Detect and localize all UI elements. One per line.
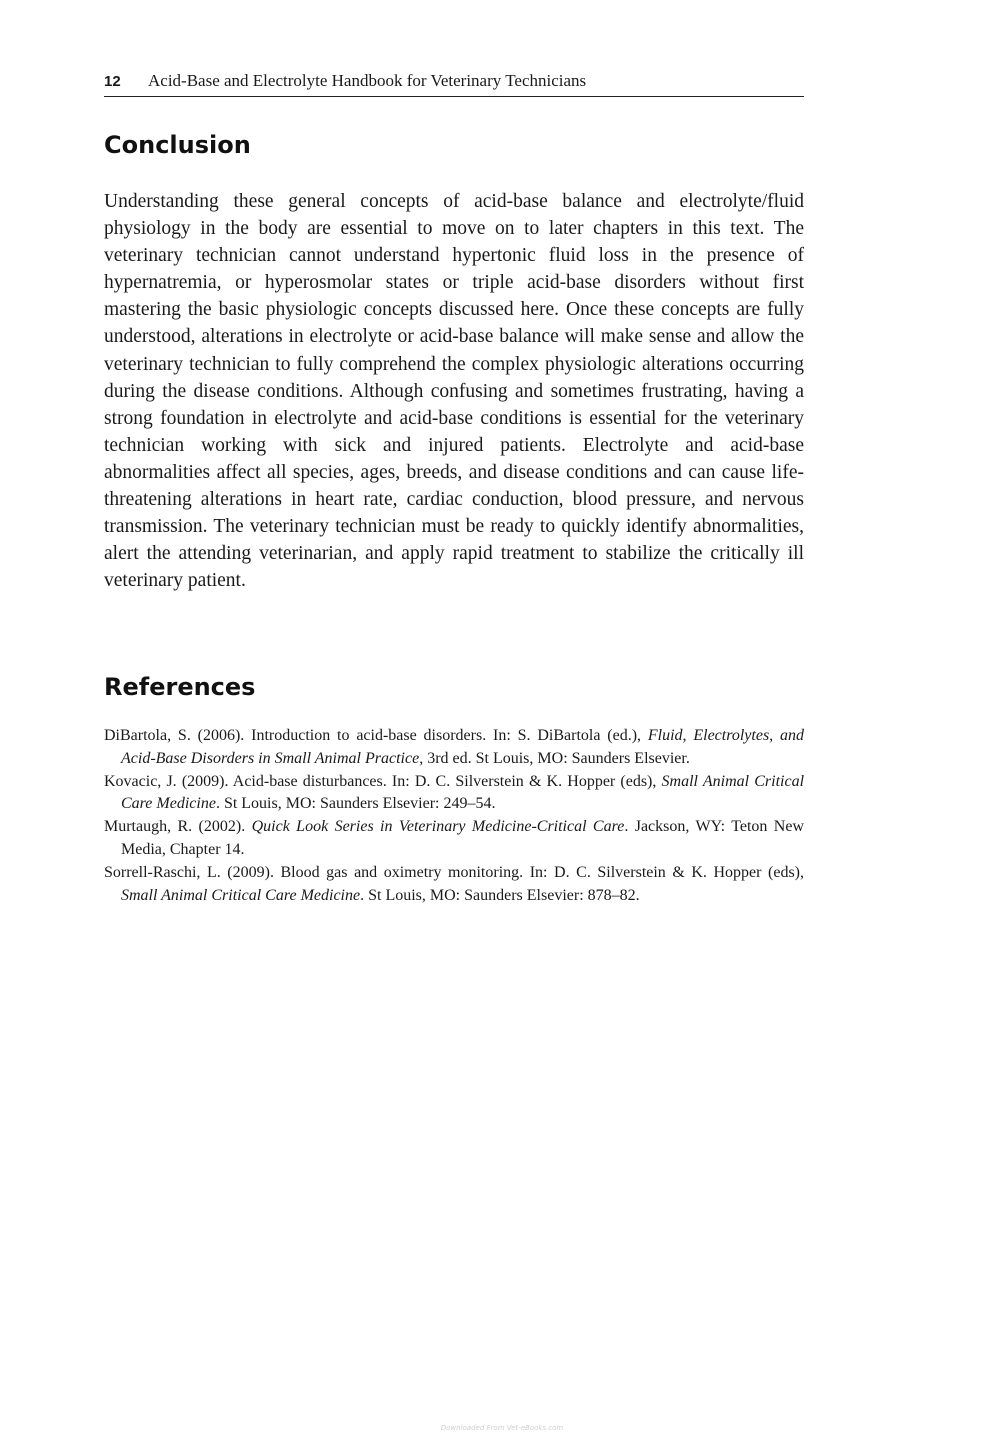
- reference-title: Fluid, Electrolytes, and Acid-Base Disorders in Small Animal Practice: [121, 727, 804, 767]
- reference-text: . Jackson, WY: Teton New Media, Chapter 14.: [121, 818, 805, 858]
- references-heading: References: [104, 673, 256, 701]
- reference-list: [104, 725, 804, 907]
- footer-watermark: Downloaded From Vet-eBooks.com: [440, 1424, 564, 1432]
- reference-item: [104, 725, 804, 771]
- running-head: [104, 70, 804, 97]
- page-number: 12: [104, 73, 121, 90]
- reference-text: Sorrell-Raschi, L. (2009). Blood gas and oximetry monitoring. In: D. C. Silverstein & K. Hopper (eds),: [104, 863, 804, 881]
- reference-title: Small Animal Critical Care Medicine: [121, 772, 805, 813]
- reference-title: Quick Look Series in Veterinary Medicine-Critical Care: [251, 818, 625, 836]
- reference-text: . St Louis, MO: Saunders Elsevier: 878–82.: [360, 886, 640, 904]
- reference-text: . St Louis, MO: Saunders Elsevier: 249–54.: [215, 795, 496, 813]
- reference-item: [104, 771, 804, 817]
- reference-text: Kovacic, J. (2009). Acid-base disturbances. In: D. C. Silverstein & K. Hopper (eds),: [104, 772, 662, 790]
- reference-text: , 3rd ed. St Louis, MO: Saunders Elsevier.: [419, 749, 690, 767]
- conclusion-paragraph: Understanding these general concepts of acid-base balance and electrolyte/fluid physiology in the body are essential to move on to later chapters in this text. The veterinary technician cannot understand hypertonic fluid loss in the presence of hypernatremia, or hyperosmolar states or triple acid-base disorders without first mastering the basic physiologic concepts discussed here. Once these concepts are fully understood, alterations in electrolyte or acid-base balance will make sense and allow the veterinary technician to fully comprehend the complex physiologic alterations occurring during the disease conditions. Although confusing and sometimes frustrating, having a strong foundation in electrolyte and acid-base conditions is essential for the veterinary technician working with sick and injured patients. Electrolyte and acid-base abnormalities affect all species, ages, breeds, and disease conditions and can cause life-threatening alterations in heart rate, cardiac conduction, blood pressure, and nervous transmission. The veterinary technician must be ready to quickly identify abnormalities, alert the attending veterinarian, and apply rapid treatment to stabilize the critically ill veterinary patient.: [104, 191, 804, 592]
- reference-item: [104, 862, 804, 908]
- reference-title: Small Animal Critical Care Medicine: [121, 886, 361, 904]
- reference-text: DiBartola, S. (2006). Introduction to acid-base disorders. In: S. DiBartola (ed.),: [104, 727, 648, 744]
- reference-item: [104, 816, 804, 862]
- reference-text: Murtaugh, R. (2002).: [104, 818, 252, 836]
- book-title: Acid-Base and Electrolyte Handbook for Veterinary Technicians: [148, 71, 587, 90]
- conclusion-heading: Conclusion: [104, 131, 251, 159]
